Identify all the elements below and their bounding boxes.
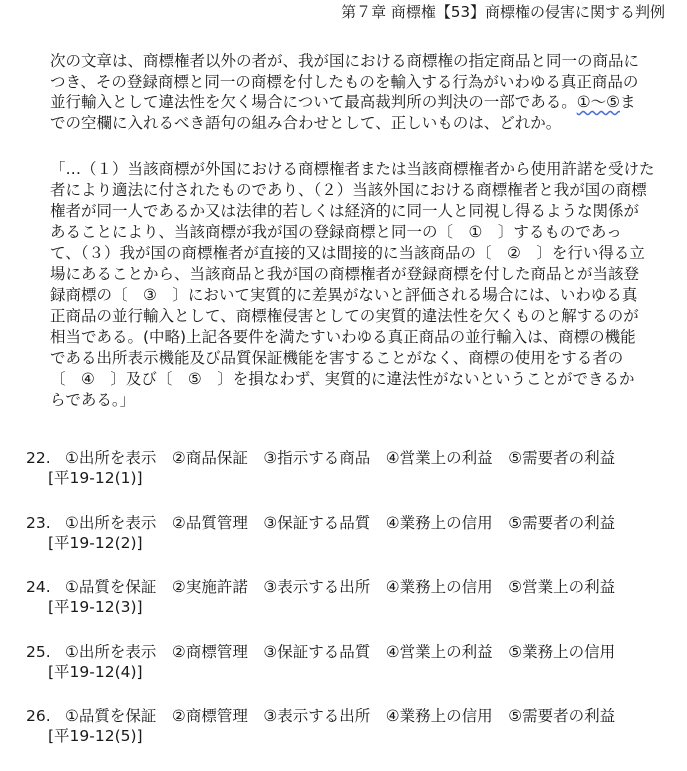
option-line bbox=[26, 513, 666, 533]
choice-1: ①品質を保証 bbox=[65, 707, 157, 725]
spellcheck-underline: ①〜⑤ bbox=[576, 93, 620, 111]
choice-1: ①品質を保証 bbox=[65, 578, 157, 596]
answer-option-25[interactable] bbox=[26, 642, 666, 707]
choice-4: ④営業上の利益 bbox=[385, 449, 493, 467]
option-reference: [平19-12(3)] bbox=[48, 598, 143, 616]
answer-option-22[interactable] bbox=[26, 448, 666, 513]
choice-4: ④業務上の信用 bbox=[385, 513, 493, 532]
choice-2: ②商標管理 bbox=[171, 707, 248, 725]
choice-5: ⑤需要者の利益 bbox=[508, 707, 616, 725]
option-number: 22. bbox=[26, 449, 51, 467]
choice-1: ①出所を表示 bbox=[65, 449, 157, 467]
choice-3: ③保証する品質 bbox=[263, 642, 371, 661]
choice-3: ③指示する商品 bbox=[263, 449, 371, 467]
option-line bbox=[26, 577, 666, 597]
choice-4: ④業務上の信用 bbox=[385, 578, 493, 596]
option-line bbox=[26, 642, 666, 662]
page-header: 第７章 商標権【53】商標権の侵害に関する判例 bbox=[341, 3, 665, 21]
choice-5: ⑤営業上の利益 bbox=[508, 578, 616, 596]
option-reference: [平19-12(4)] bbox=[48, 662, 143, 681]
answer-option-26[interactable] bbox=[26, 706, 666, 771]
choice-4: ④業務上の信用 bbox=[385, 707, 493, 725]
option-line bbox=[26, 706, 666, 726]
choice-2: ②実施許諾 bbox=[171, 578, 248, 596]
answer-option-23[interactable] bbox=[26, 513, 666, 578]
choice-3: ③保証する品質 bbox=[263, 513, 371, 532]
question-intro: 次の文章は、商標権者以外の者が、我が国における商標権の指定商品と同一の商品に つき、その登録商標と同一の商標を付したものを輸入する行為がいわゆる真正商品の 並行輸入として違法性を欠く場合について最高裁判所の判決の一部である。①〜⑤ま での空欄に入れるべき語句の組み合わせとして、正しいものは、どれか。 bbox=[50, 52, 640, 132]
court-ruling-quote: 「…（１）当該商標が外国における商標権者または当該商標権者から使用許諾を受けた 者により適法に付されたものであり、（２）当該外国における商標権者と我が国の商標 権者が同一人であるか又は法律的若しくは経済的に同一人と同視し得るような関係が あることにより、当該商標が我が国の登録商標と同一の〔 ① 〕するものであっ て、（３）我が国の商標権者が直接的又は間接的に当該商品の〔 ② 〕を行い得る立 場にあることから、当該商品と我が国の商標権者が登録商標を付した商品とが当該登 録商標の〔 ③ 〕において実質的に差異がないと評価される場合には、いわゆる真 正商品の並行輸入として、商標権侵害としての実質的違法性を欠くものと解するのが 相当である。(中略)上記各要件を満たすいわゆる真正商品の並行輸入は、商標の機能 である出所表示機能及び品質保証機能を害することがなく、商標の使用をする者の 〔 ④ 〕及び〔 ⑤ 〕を損なわず、実質的に違法性がないということができるか らである。」 bbox=[50, 160, 655, 409]
option-reference: [平19-12(2)] bbox=[48, 533, 143, 552]
choice-3: ③表示する出所 bbox=[263, 707, 371, 725]
answer-option-24[interactable] bbox=[26, 577, 666, 642]
option-number: 24. bbox=[26, 578, 51, 596]
choice-1: ①出所を表示 bbox=[65, 642, 157, 661]
choice-3: ③表示する出所 bbox=[263, 578, 371, 596]
option-number: 25. bbox=[26, 642, 51, 661]
option-reference: [平19-12(5)] bbox=[48, 727, 143, 745]
option-number: 26. bbox=[26, 707, 51, 725]
choice-5: ⑤業務上の信用 bbox=[508, 642, 616, 661]
choice-2: ②商品保証 bbox=[171, 449, 248, 467]
choice-2: ②商標管理 bbox=[171, 642, 248, 661]
answer-options bbox=[26, 448, 666, 771]
choice-5: ⑤需要者の利益 bbox=[508, 449, 616, 467]
option-line bbox=[26, 448, 666, 468]
option-number: 23. bbox=[26, 513, 51, 532]
choice-2: ②品質管理 bbox=[171, 513, 248, 532]
option-reference: [平19-12(1)] bbox=[48, 469, 143, 487]
choice-4: ④営業上の利益 bbox=[385, 642, 493, 661]
choice-1: ①出所を表示 bbox=[65, 513, 157, 532]
choice-5: ⑤需要者の利益 bbox=[508, 513, 616, 532]
